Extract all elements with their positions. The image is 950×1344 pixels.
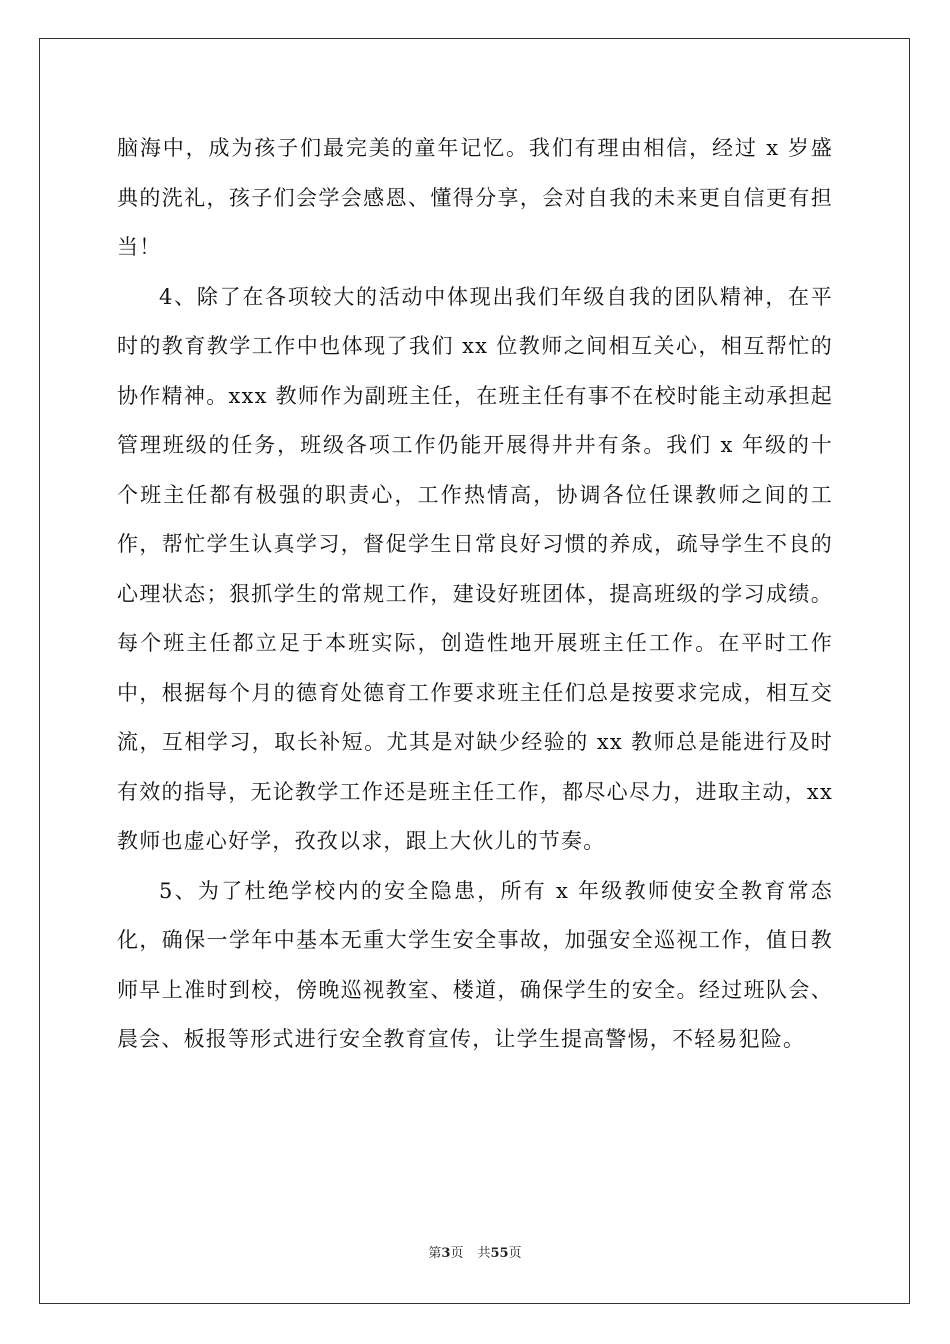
document-body: [117, 124, 833, 1065]
total-prefix: 共: [477, 1246, 491, 1261]
paragraph-continuation: 脑海中，成为孩子们最完美的童年记忆。我们有理由相信，经过 x 岁盛典的洗礼，孩子们会学会感恩、懂得分享，会对自我的未来更自信更有担当！: [117, 136, 833, 259]
page-footer: [0, 1244, 950, 1264]
total-suffix: 页: [508, 1246, 522, 1261]
page-suffix: 页: [450, 1246, 464, 1261]
page-total: 55: [490, 1246, 509, 1261]
paragraph-item-5: 5、为了杜绝学校内的安全隐患，所有 x 年级教师使安全教育常态化，确保一学年中基本无重大学生安全事故，加强安全巡视工作，值日教师早上准时到校，傍晚巡视教室、楼道，确保学生的安全。经过班队会、晨会、板报等形式进行安全教育宣传，让学生提高警惕，不轻易犯险。: [117, 878, 833, 1051]
paragraph-item-4: 4、除了在各项较大的活动中体现出我们年级自我的团队精神，在平时的教育教学工作中也体现了我们 xx 位教师之间相互关心，相互帮忙的协作精神。xxx 教师作为副班主任，在班主任有事不在校时能主动承担起管理班级的任务，班级各项工作仍能开展得井井有条。我们 x 年级的十个班主任都有极强的职责心，工作热情高，协调各位任课教师之间的工作，帮忙学生认真学习，督促学生日常良好习惯的养成，疏导学生不良的心理状态；狠抓学生的常规工作，建设好班团体，提高班级的学习成绩。每个班主任都立足于本班实际，创造性地开展班主任工作。在平时工作中，根据每个月的德育处德育工作要求班主任们总是按要求完成，相互交流，互相学习，取长补短。尤其是对缺少经验的 xx 教师总是能进行及时有效的指导，无论教学工作还是班主任工作，都尽心尽力，进取主动，xx 教师也虚心好学，孜孜以求，跟上大伙儿的节奏。: [117, 284, 833, 853]
page-prefix: 第: [428, 1246, 442, 1261]
page-current: 3: [441, 1246, 451, 1261]
